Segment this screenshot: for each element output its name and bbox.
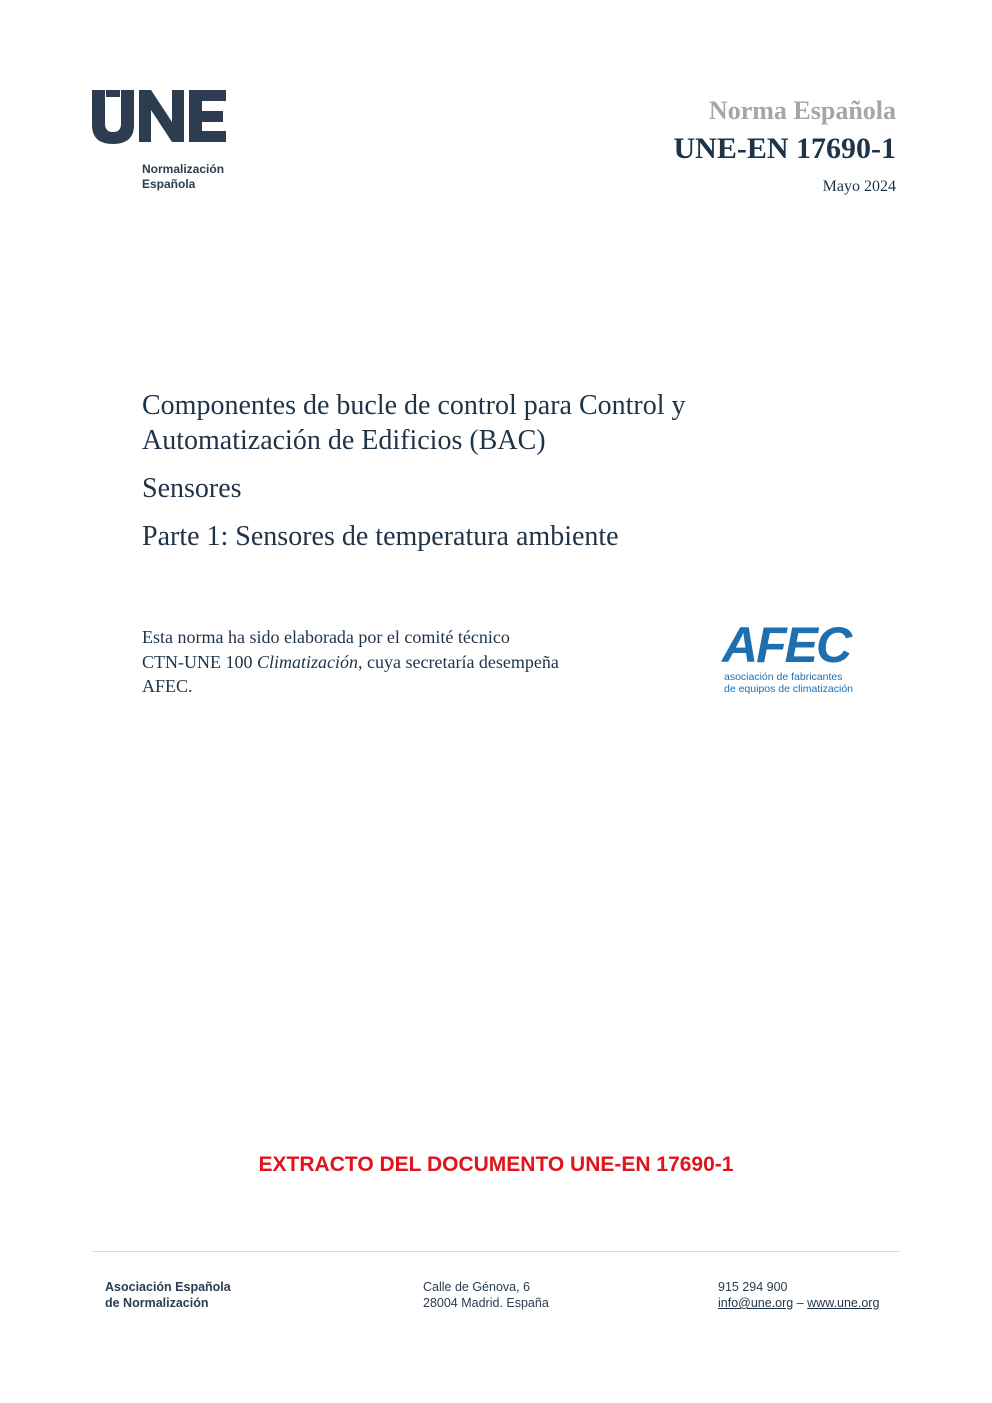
- footer-links: [718, 1295, 879, 1311]
- title-line-2: Automatización de Edificios (BAC): [142, 425, 546, 456]
- committee-statement: [142, 625, 642, 699]
- norma-code: UNE-EN 17690-1: [673, 132, 896, 165]
- footer-address: [423, 1279, 549, 1311]
- footer-link-separator: –: [793, 1296, 808, 1310]
- footer-org-line2: de Normalización: [105, 1296, 209, 1310]
- footer-web-link[interactable]: www.une.org: [807, 1296, 880, 1310]
- committee-field: Climatización: [257, 651, 359, 672]
- committee-secretary-text: , cuya secretaría desempeña: [358, 651, 559, 672]
- footer-org-line1: Asociación Española: [105, 1280, 231, 1294]
- title-line-1: Componentes de bucle de control para Control y: [142, 390, 686, 421]
- afec-logo-line2: de equipos de climatización: [724, 683, 853, 695]
- committee-line-1: Esta norma ha sido elaborada por el comité técnico: [142, 627, 510, 647]
- footer-divider: [93, 1251, 899, 1252]
- subtitle-parte-1: Parte 1: Sensores de temperatura ambiente: [142, 521, 619, 552]
- footer-contact: [718, 1279, 879, 1311]
- norma-kind: Norma Española: [708, 96, 896, 125]
- footer-address-line1: Calle de Génova, 6: [423, 1280, 531, 1294]
- committee-line-3: AFEC.: [142, 676, 193, 696]
- subtitle-sensores: Sensores: [142, 473, 242, 504]
- une-logo: [92, 90, 242, 200]
- afec-logo-line1: asociación de fabricantes: [724, 671, 843, 683]
- document-title: [142, 388, 842, 458]
- afec-logo-word: AFEC: [722, 617, 851, 673]
- afec-logo-subtitle: [724, 671, 874, 695]
- committee-code: CTN-UNE 100: [142, 651, 257, 672]
- extract-notice: EXTRACTO DEL DOCUMENTO UNE-EN 17690-1: [258, 1153, 734, 1176]
- footer-email-link[interactable]: info@une.org: [718, 1296, 794, 1310]
- footer-phone: 915 294 900: [718, 1280, 788, 1294]
- committee-line-2: [142, 650, 642, 675]
- footer-organization: [105, 1279, 231, 1311]
- une-logo-line1: Normalización: [142, 162, 225, 176]
- une-logo-mark: [92, 90, 228, 144]
- afec-logo: [722, 617, 872, 700]
- une-logo-line2: Española: [142, 177, 196, 191]
- norma-date: Mayo 2024: [822, 178, 896, 195]
- une-logo-subtitle: [142, 162, 224, 192]
- footer-address-line2: 28004 Madrid. España: [423, 1296, 549, 1310]
